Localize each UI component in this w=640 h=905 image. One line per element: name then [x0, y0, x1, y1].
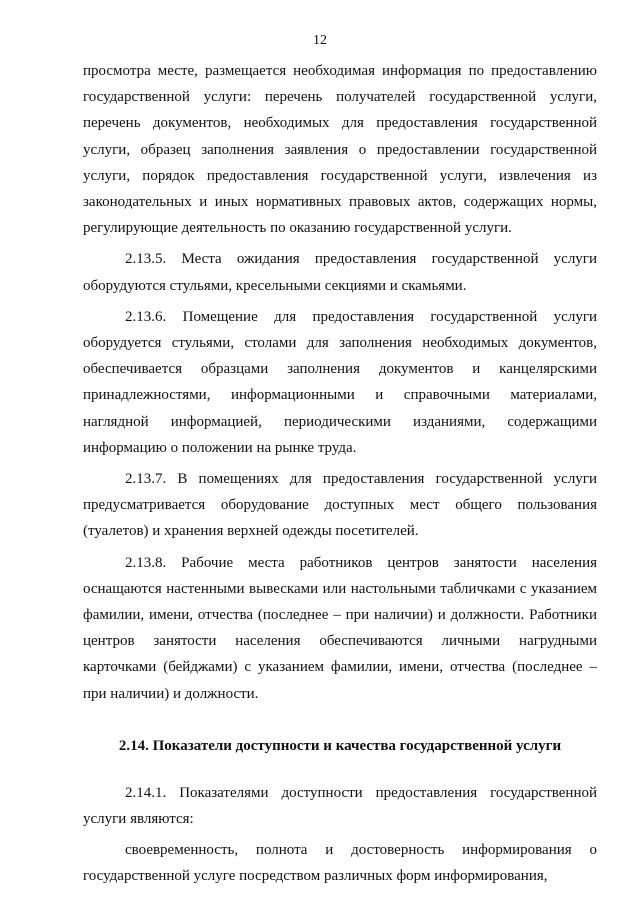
paragraph-2-14-1: 2.14.1. Показателями доступности предоставления государственной услуги являются:	[83, 784, 597, 828]
paragraph-2-13-6: 2.13.6. Помещение для предоставления государственной услуги оборудуется стульями, столами для заполнения необходимых документов, обеспечивается образцами заполнения документов и канцелярскими принадлежностями, информационными и справочными материалами, наглядной информацией, периодическими изданиями, содержащими информацию о положении на рынке труда.	[83, 308, 597, 456]
paragraph-2-13-8: 2.13.8. Рабочие места работников центров занятости населения оснащаются настенными вывесками или настольными табличками с указанием фамилии, имени, отчества (последнее – при наличии) и должности. Работники центров занятости населения обеспечиваются личными нагрудными карточками (бейджами) с указанием фамилии, имени, отчества (последнее – при наличии) и должности.	[83, 554, 597, 702]
paragraph-2-13-5: 2.13.5. Места ожидания предоставления государственной услуги оборудуются стульями, кресельными секциями и скамьями.	[83, 251, 597, 294]
paragraph-2-13-7: 2.13.7. В помещениях для предоставления государственной услуги предусматривается оборудование доступных мест общего пользования (туалетов) и хранения верхней одежды посетителей.	[83, 471, 597, 540]
page-number: 12	[313, 33, 327, 48]
paragraph-timeliness: своевременность, полнота и достоверность информирования о государственной услуге посредством различных форм информирования,	[83, 842, 597, 885]
document-body	[83, 58, 597, 890]
paragraph-info-list: просмотра месте, размещается необходимая информация по предоставлению государственной услуги: перечень получателей государственной услуги, перечень документов, необходимых для предоставления государственной услуги, образец заполнения заявления о предоставлении государственной услуги, порядок предоставления государственной услуги, извлечения из законодательных и иных нормативных правовых актов, содержащих нормы, регулирующие деятельность по оказанию государственной услуги.	[83, 63, 597, 237]
section-heading-2-14: 2.14. Показатели доступности и качества государственной услуги	[118, 737, 562, 754]
